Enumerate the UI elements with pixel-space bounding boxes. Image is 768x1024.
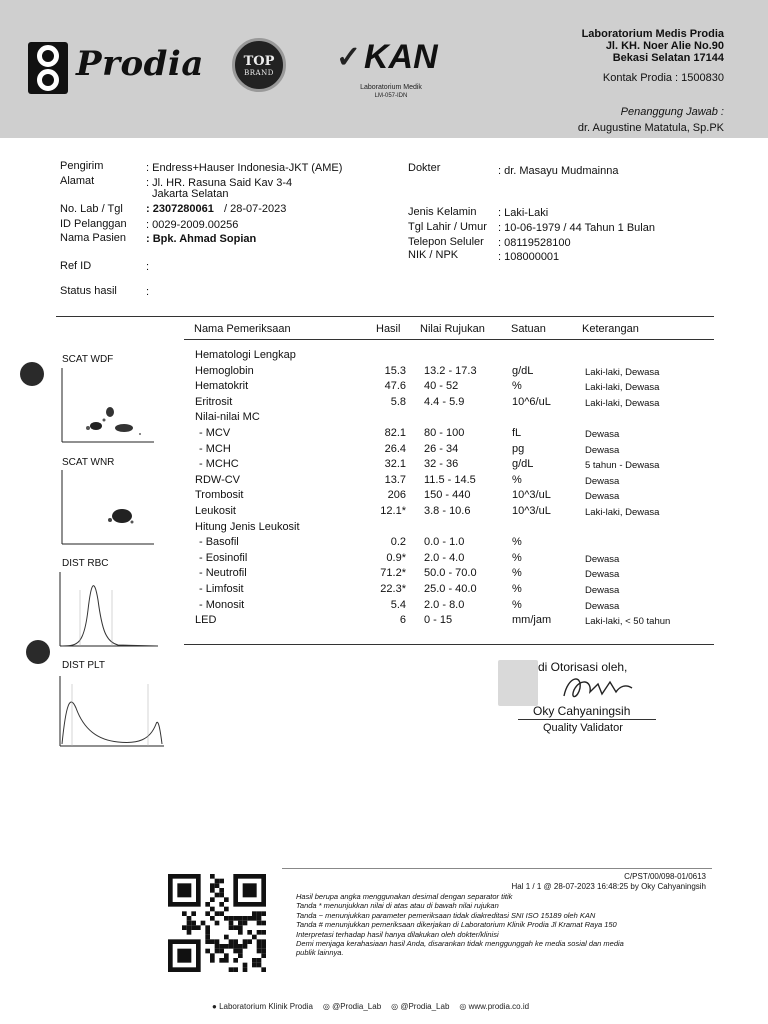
test-note: Dewasa: [585, 444, 620, 456]
value-status-hasil: :: [146, 286, 150, 298]
test-unit: %: [512, 598, 522, 611]
test-result: 5.4: [390, 598, 406, 611]
punch-hole-icon: [26, 640, 50, 664]
test-name: Nilai-nilai MC: [195, 411, 260, 424]
lab-contact: Kontak Prodia : 1500830: [602, 72, 724, 84]
scat-wdf-plot: [60, 368, 154, 444]
document-code: C/PST/00/098-01/0613: [624, 872, 706, 881]
test-reference: 13.2 - 17.3: [424, 364, 477, 377]
test-name: - MCH: [199, 442, 231, 455]
test-reference: 32 - 36: [424, 458, 459, 471]
kan-subtitle: Laboratorium Medik: [360, 84, 422, 91]
value-jenis-kelamin: : Laki-Laki: [498, 207, 549, 219]
test-unit: 10^3/uL: [512, 489, 551, 502]
test-unit: fL: [512, 427, 522, 439]
footer-link[interactable]: [391, 1002, 449, 1011]
value-dokter: : dr. Masayu Mudmainna: [498, 165, 619, 177]
test-note: Laki-laki, Dewasa: [585, 382, 660, 394]
footer-link-label: @Prodia_Lab: [400, 1002, 450, 1011]
footer-note-line: Interpretasi terhadap hasil hanya dilakukan oleh dokter/klinisi: [296, 929, 499, 939]
value-no-lab: : 2307280061: [146, 203, 214, 215]
test-note: Dewasa: [585, 491, 620, 503]
value-tgl-lahir: : 10-06-1979 / 44 Tahun 1 Bulan: [498, 222, 655, 234]
test-name: Hitung Jenis Leukosit: [195, 520, 300, 533]
signature-line: [518, 719, 656, 720]
footer-link[interactable]: [212, 1002, 313, 1011]
kan-check-icon: ✓: [336, 41, 362, 74]
test-note: Laki-laki, < 50 tahun: [585, 616, 671, 628]
test-reference: 4.4 - 5.9: [424, 395, 465, 408]
qr-code-icon: [166, 874, 268, 972]
footer-link[interactable]: [323, 1002, 381, 1011]
label-tgl-lahir: Tgl Lahir / Umur: [408, 221, 487, 233]
brand-name: Prodia: [76, 44, 204, 84]
authorized-by-label: di Otorisasi oleh,: [538, 660, 628, 674]
test-name: Hemoglobin: [195, 364, 254, 377]
test-note: Dewasa: [585, 585, 620, 596]
table-top-rule: [56, 316, 714, 317]
table-row: [0, 349, 768, 364]
value-alamat-line2: Jakarta Selatan: [152, 188, 229, 200]
header-nama-pemeriksaan: Nama Pemeriksaan: [194, 323, 291, 335]
social-icon: ●: [212, 1002, 220, 1011]
test-name: - MCHC: [199, 458, 239, 471]
test-result: 15.3: [384, 364, 406, 377]
footer-link-label: www.prodia.co.id: [468, 1002, 530, 1011]
test-unit: g/dL: [512, 364, 534, 377]
test-name: - Neutrofil: [199, 567, 247, 580]
test-result: 47.6: [384, 380, 406, 393]
label-jenis-kelamin: Jenis Kelamin: [408, 206, 477, 218]
table-row: [0, 552, 768, 567]
test-name: - MCV: [199, 427, 231, 439]
test-reference: 2.0 - 4.0: [424, 551, 465, 564]
histo-label-dist-plt: DIST PLT: [62, 660, 105, 671]
test-unit: %: [512, 583, 522, 595]
test-name: - Limfosit: [199, 583, 244, 595]
kan-logo: KAN: [364, 38, 438, 76]
test-unit: %: [512, 380, 522, 393]
label-nik: NIK / NPK: [408, 249, 459, 261]
test-name: LED: [195, 614, 217, 627]
value-nama-pasien: : Bpk. Ahmad Sopian: [146, 233, 257, 245]
test-name: - Basofil: [199, 536, 239, 549]
test-note: Laki-laki, Dewasa: [585, 397, 660, 409]
footer-note-line: publik lainnya.: [296, 948, 344, 958]
header-hasil: Hasil: [376, 323, 401, 335]
test-unit: g/dL: [512, 458, 534, 471]
lab-address-line1: Jl. KH. Noer Alie No.90: [605, 40, 724, 52]
test-reference: 2.0 - 8.0: [424, 598, 465, 611]
test-unit: mm/jam: [512, 614, 552, 627]
dist-rbc-plot: [58, 570, 166, 650]
test-note: Dewasa: [585, 429, 620, 440]
test-result: 5.8: [390, 395, 406, 408]
social-icon: ◎: [391, 1002, 401, 1011]
table-bottom-rule: [184, 644, 714, 645]
test-result: 12.1*: [380, 505, 406, 517]
social-icon: ◎: [322, 1002, 333, 1011]
footer-link[interactable]: [459, 1002, 529, 1011]
label-pengirim: Pengirim: [60, 160, 104, 172]
test-unit: 10^3/uL: [512, 505, 551, 517]
test-note: Dewasa: [585, 475, 620, 487]
test-note: Dewasa: [585, 600, 620, 612]
label-dokter: Dokter: [408, 162, 441, 174]
test-note: Dewasa: [585, 553, 620, 565]
label-telepon: Telepon Seluler: [408, 236, 484, 248]
histo-label-scat-wdf: SCAT WDF: [62, 354, 114, 365]
test-note: Laki-laki, Dewasa: [585, 366, 660, 378]
table-header-rule: [184, 339, 714, 340]
value-tgl: / 28-07-2023: [224, 203, 287, 215]
histo-label-scat-wnr: SCAT WNR: [62, 457, 115, 468]
validator-role: Quality Validator: [543, 722, 623, 734]
prodia-stamp-icon: [498, 660, 538, 706]
value-ref-id: :: [146, 261, 150, 273]
test-result: 0.9*: [386, 551, 406, 564]
top-brand-badge-icon: TOP BRAND: [232, 38, 286, 92]
test-reference: 3.8 - 10.6: [424, 505, 471, 517]
label-alamat: Alamat: [60, 175, 95, 187]
test-name: Trombosit: [195, 489, 244, 502]
kan-code: LM-057-IDN: [374, 93, 408, 99]
test-result: 13.7: [384, 473, 406, 486]
dist-plt-plot: [58, 674, 168, 756]
header-keterangan: Keterangan: [582, 323, 639, 335]
test-name: Hematokrit: [195, 380, 249, 393]
footer-note-line: Tanda # menunjukkan pemeriksaan dikerjakan di Laboratorium Klinik Prodia Jl Kramat Raya 150: [296, 920, 617, 930]
histo-label-dist-rbc: DIST RBC: [62, 558, 109, 569]
test-name: Hematologi Lengkap: [195, 349, 296, 361]
test-result: 6: [399, 614, 406, 627]
label-id-pelanggan: ID Pelanggan: [60, 218, 127, 230]
test-result: 32.1: [384, 458, 406, 471]
test-reference: 80 - 100: [424, 427, 465, 439]
footer-note-line: Tanda * menunjukkan nilai di atas atau di bawah nilai rujukan: [296, 901, 499, 911]
lab-name: Laboratorium Medis Prodia: [581, 28, 724, 40]
signature-icon: [558, 670, 638, 704]
footer-note-line: Hasil berupa angka menggunakan desimal dengan separator titik: [296, 892, 513, 901]
footer-note-line: Tanda ~ menunjukkan parameter pemeriksaan tidak diakreditasi SNI ISO 15189 oleh KAN: [296, 910, 596, 920]
test-unit: 10^6/uL: [512, 395, 551, 408]
test-name: Eritrosit: [195, 395, 233, 408]
lab-info: [582, 28, 724, 64]
responsible-title: Penanggung Jawab :: [620, 106, 724, 118]
test-result: 71.2*: [380, 567, 406, 580]
test-reference: 25.0 - 40.0: [424, 583, 477, 595]
prodia-logo-icon: [28, 42, 68, 94]
footer-link-label: Laboratorium Klinik Prodia: [219, 1002, 313, 1011]
test-unit: %: [512, 567, 522, 580]
test-reference: 150 - 440: [424, 489, 471, 502]
test-note: 5 tahun - Dewasa: [585, 460, 660, 472]
test-name: - Eosinofil: [199, 551, 248, 564]
test-reference: 40 - 52: [424, 380, 459, 393]
footer-notes: [296, 892, 706, 958]
label-nama-pasien: Nama Pasien: [60, 232, 127, 244]
test-unit: pg: [512, 442, 525, 455]
punch-hole-icon: [20, 362, 44, 386]
header-nilai-rujukan: Nilai Rujukan: [420, 323, 485, 335]
validator-name: Oky Cahyaningsih: [533, 704, 631, 718]
test-reference: 0 - 15: [424, 614, 453, 627]
value-id-pelanggan: : 0029-2009.00256: [146, 219, 239, 231]
value-nik: : 108000001: [498, 251, 560, 263]
test-unit: %: [512, 551, 522, 564]
test-reference: 11.5 - 14.5: [424, 473, 476, 486]
footer-link-label: @Prodia_Lab: [332, 1002, 382, 1011]
test-result: 26.4: [384, 442, 406, 455]
table-row: [0, 443, 768, 458]
test-unit: %: [512, 536, 522, 549]
scat-wnr-plot: [60, 470, 154, 546]
test-result: 22.3*: [380, 583, 406, 595]
value-alamat-line1: : Jl. HR. Rasuna Said Kav 3-4: [146, 177, 293, 189]
label-ref-id: Ref ID: [60, 260, 92, 272]
test-reference: 26 - 34: [424, 442, 459, 455]
test-note: Laki-laki, Dewasa: [585, 507, 660, 518]
test-result: 82.1: [384, 427, 406, 439]
report-header: [0, 0, 768, 138]
responsible-name: dr. Augustine Matatula, Sp.PK: [577, 122, 724, 134]
footer-rule: [282, 868, 712, 869]
value-pengirim: : Endress+Hauser Indonesia-JKT (AME): [146, 162, 343, 174]
test-name: - Monosit: [199, 598, 245, 611]
header-satuan: Satuan: [511, 323, 546, 335]
label-no-lab: No. Lab / Tgl: [60, 203, 123, 215]
test-reference: 0.0 - 1.0: [424, 536, 465, 549]
test-unit: %: [512, 473, 522, 486]
lab-address-line2: Bekasi Selatan 17144: [612, 52, 724, 64]
label-status-hasil: Status hasil: [60, 285, 117, 297]
social-icon: ◎: [459, 1002, 469, 1011]
test-name: RDW-CV: [195, 473, 241, 486]
value-telepon: : 08119528100: [498, 237, 571, 249]
test-reference: 50.0 - 70.0: [424, 567, 477, 580]
footer-links: [212, 1002, 539, 1011]
test-result: 206: [387, 489, 406, 502]
test-result: 0.2: [390, 536, 406, 549]
test-note: Dewasa: [585, 569, 620, 581]
footer-note-line: Demi menjaga kerahasiaan hasil Anda, disarankan tidak menggunggah ke media sosial dan media: [296, 939, 624, 949]
page-info: Hal 1 / 1 @ 28-07-2023 16:48:25 by Oky Cahyaningsih: [511, 882, 706, 891]
test-name: Leukosit: [195, 505, 236, 517]
